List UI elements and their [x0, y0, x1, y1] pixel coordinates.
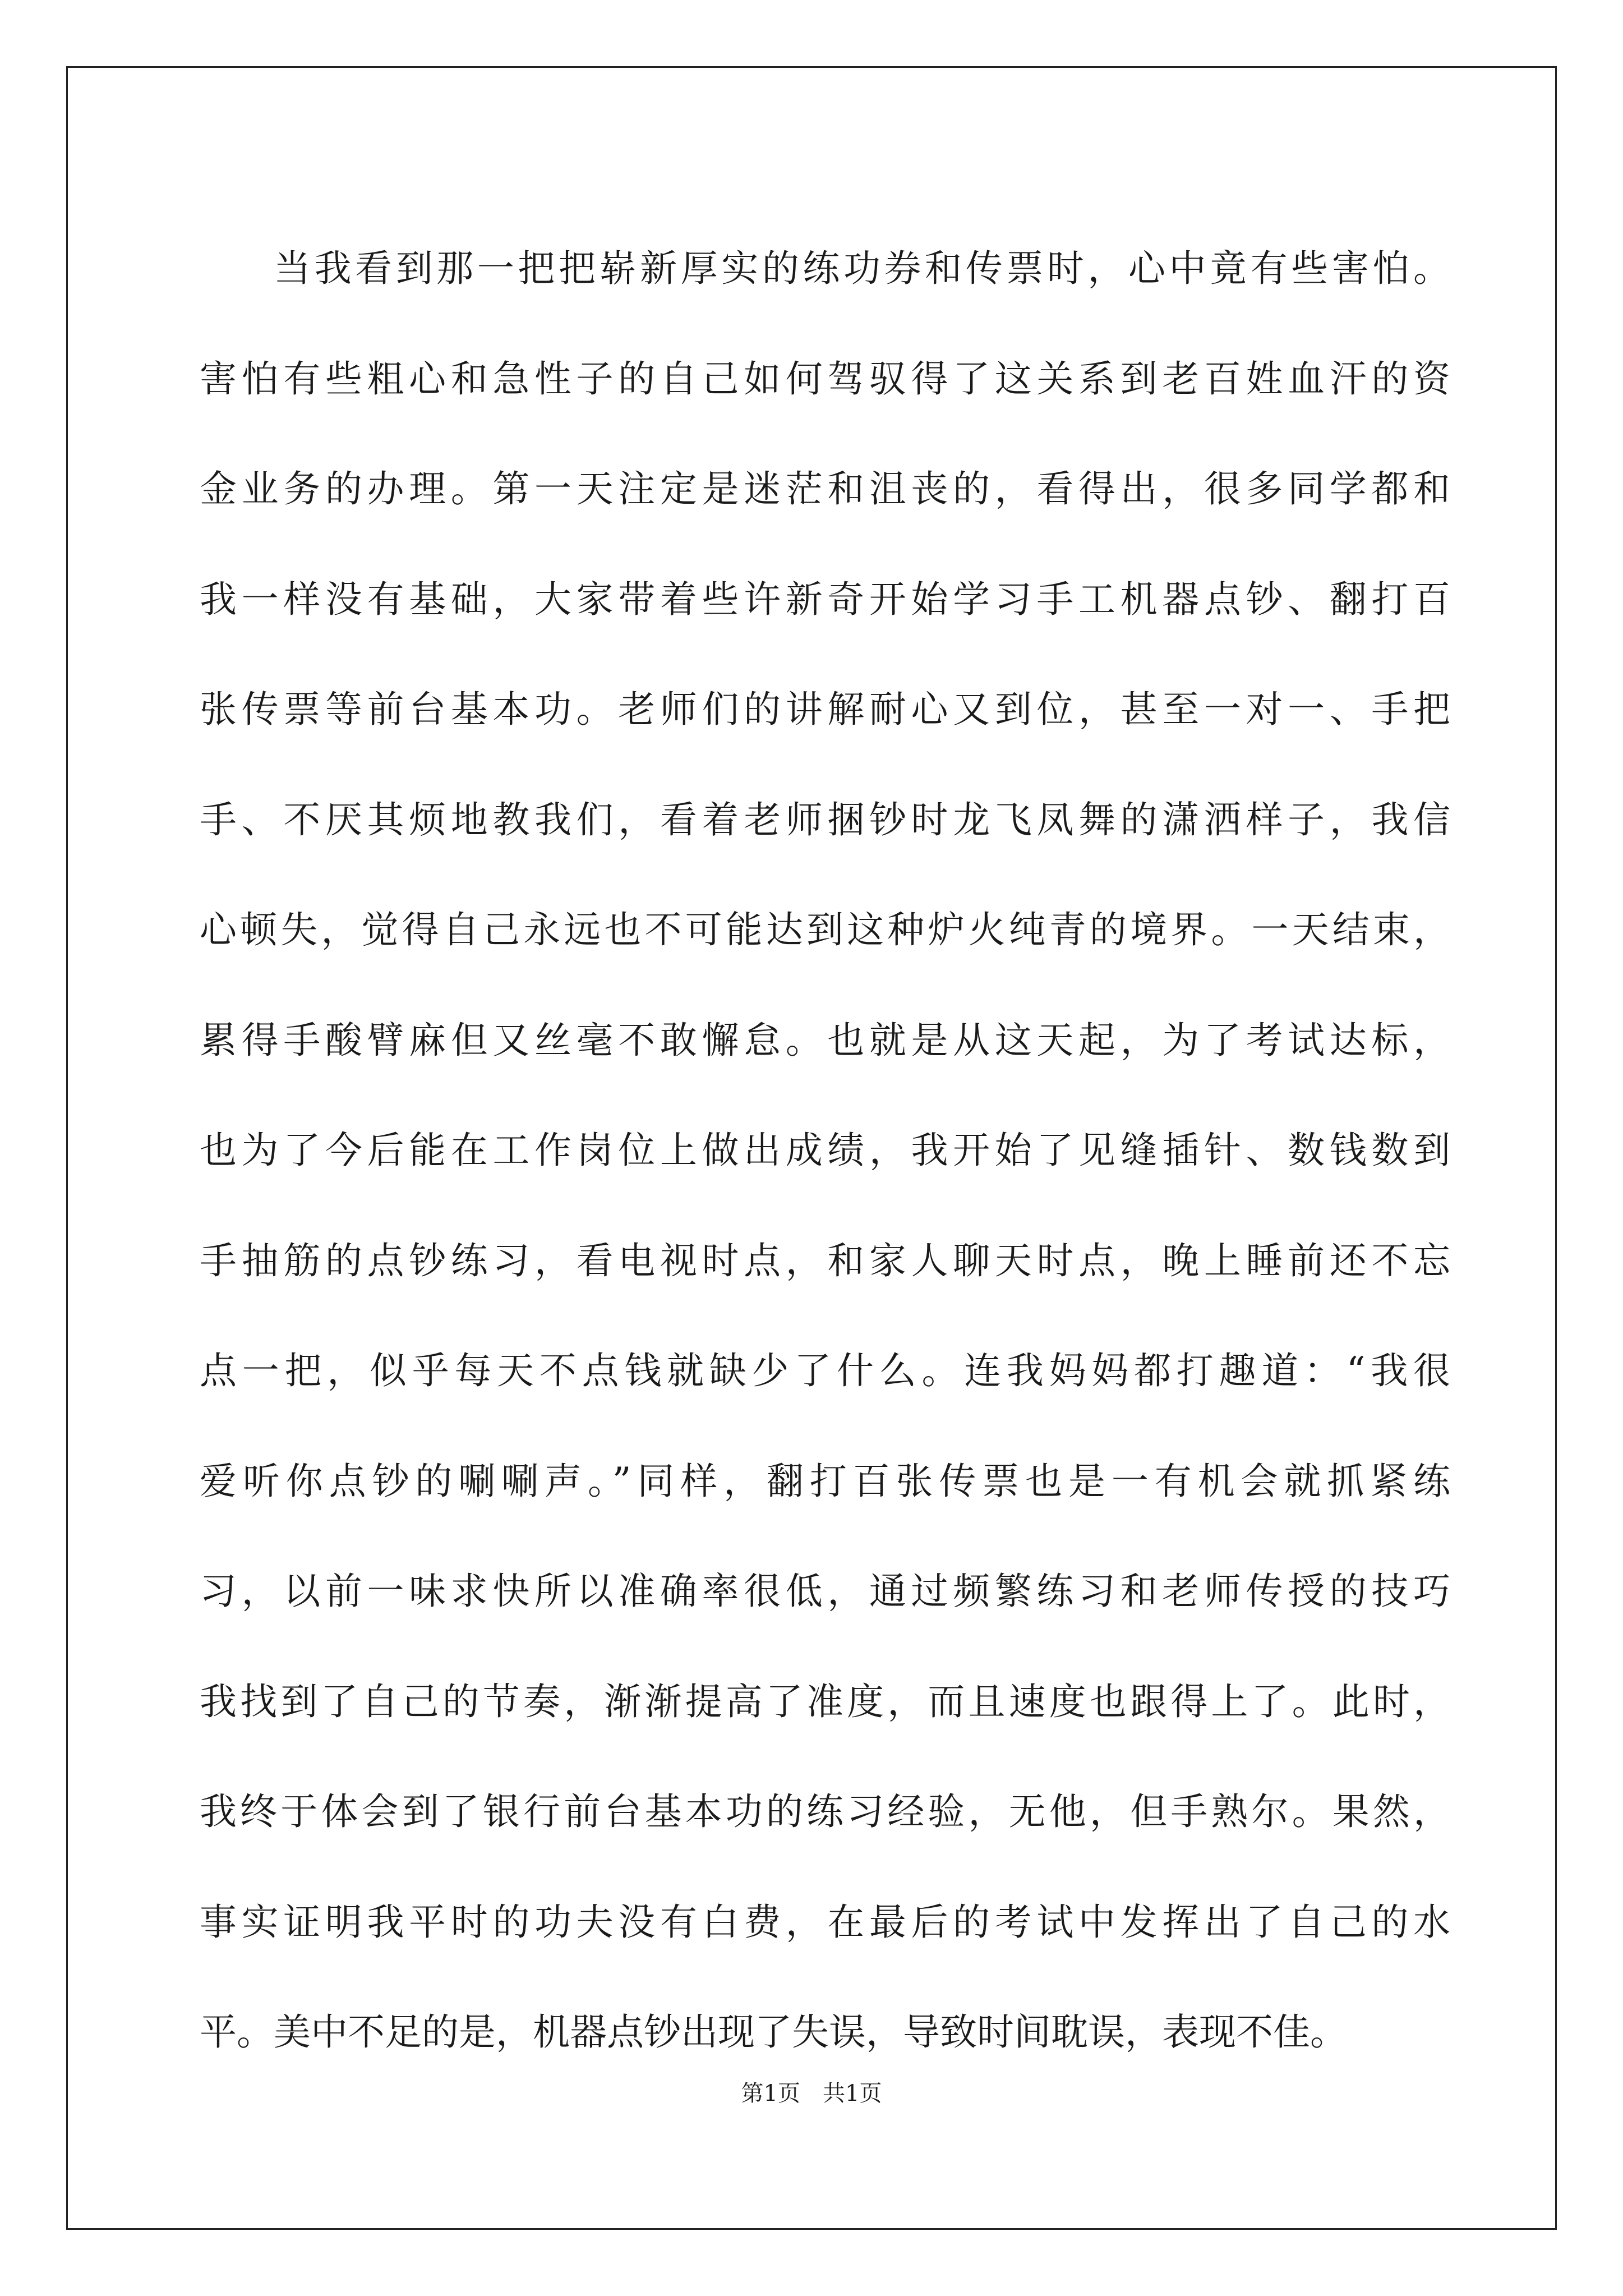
text-line: 害怕有些粗心和急性子的自己如何驾驭得了这关系到老百姓血汗的资	[200, 357, 1450, 401]
text-line: 金业务的办理。第一天注定是迷茫和沮丧的，看得出，很多同学都和	[200, 467, 1450, 510]
text-line: 当我看到那一把把崭新厚实的练功券和传票时，心中竟有些害怕。	[274, 247, 1450, 290]
text-line: 习，以前一味求快所以准确率很低，通过频繁练习和老师传授的技巧	[200, 1570, 1450, 1613]
body-paragraph	[200, 214, 1450, 2088]
text-line: 平。美中不足的是，机器点钞出现了失误，导致时间耽误，表现不佳。	[200, 2010, 1347, 2054]
text-line: 也为了今后能在工作岗位上做出成绩，我开始了见缝插针、数钱数到	[200, 1129, 1450, 1172]
text-line: 我终于体会到了银行前台基本功的练习经验，无他，但手熟尔。果然，	[200, 1790, 1450, 1833]
page-number-footer: 第1页 共1页	[741, 2081, 882, 2106]
text-line: 我一样没有基础，大家带着些许新奇开始学习手工机器点钞、翻打百	[200, 577, 1450, 621]
text-line: 手、不厌其烦地教我们，看着老师捆钞时龙飞凤舞的潇洒样子，我信	[200, 798, 1450, 841]
text-line: 张传票等前台基本功。老师们的讲解耐心又到位，甚至一对一、手把	[200, 688, 1450, 731]
text-line: 累得手酸臂麻但又丝毫不敢懈怠。也就是从这天起，为了考试达标，	[200, 1018, 1450, 1062]
text-line: 手抽筋的点钞练习，看电视时点，和家人聊天时点，晚上睡前还不忘	[200, 1239, 1450, 1282]
text-line: 事实证明我平时的功夫没有白费，在最后的考试中发挥出了自己的水	[200, 1900, 1450, 1944]
text-line: 爱听你点钞的唰唰声。”同样，翻打百张传票也是一有机会就抓紧练	[200, 1459, 1450, 1503]
text-line: 我找到了自己的节奏，渐渐提高了准度，而且速度也跟得上了。此时，	[200, 1680, 1450, 1723]
text-line: 点一把，似乎每天不点钱就缺少了什么。连我妈妈都打趣道：“我很	[200, 1349, 1450, 1392]
text-line: 心顿失，觉得自己永远也不可能达到这种炉火纯青的境界。一天结束，	[200, 908, 1450, 951]
